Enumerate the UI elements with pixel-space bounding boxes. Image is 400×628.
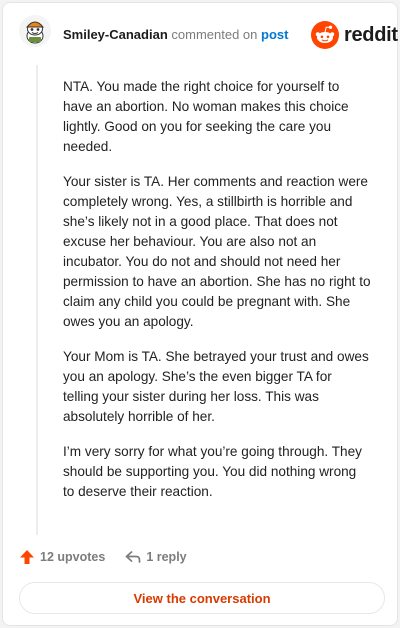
upvote-button[interactable] [19,549,105,565]
reply-arrow-icon [125,549,141,565]
comment-paragraph: I’m very sorry for what you’re going through. They should be supporting you. You did nothing wrong to deserve their reaction. [63,444,362,499]
user-avatar[interactable] [19,15,51,47]
byline-verb: commented on [171,27,258,42]
comment-body [63,77,371,517]
avatar-icon [19,15,51,47]
comment-card [2,2,398,626]
thread-line [36,65,38,535]
comment-header [3,3,397,65]
upvote-arrow-icon [19,549,35,565]
comment-actions [19,546,207,568]
post-link[interactable]: post [261,27,289,42]
upvote-count: 12 upvotes [40,550,106,564]
reddit-snoo-icon [311,21,339,49]
comment-paragraph: Your Mom is TA. She betrayed your trust and owes you an apology. She’s the even bigger TA for telling your sister during her loss. This was absolutely horrible of her. [63,349,369,424]
reply-count: 1 reply [146,550,187,564]
reddit-logo[interactable] [311,20,398,50]
comment-paragraph: Your sister is TA. Her comments and reaction were completely wrong. Yes, a stillbirth is horrible and she’s likely not in a good place. That does not excuse her behaviour. You are also not an incubator. You do not and should not need her permission to have an abortion. She has no right to claim any child you could be pregnant with. She owes you an apology. [63,174,371,329]
view-conversation-button[interactable]: View the conversation [19,582,385,614]
username[interactable]: Smiley-Canadian [63,27,168,42]
comment-paragraph: NTA. You made the right choice for yourself to have an abortion. No woman makes this choice lightly. Good on you for seeking the care you needed. [63,79,349,154]
comment-byline [63,27,288,43]
reply-button[interactable] [125,549,186,565]
reddit-wordmark: reddit [344,23,398,46]
